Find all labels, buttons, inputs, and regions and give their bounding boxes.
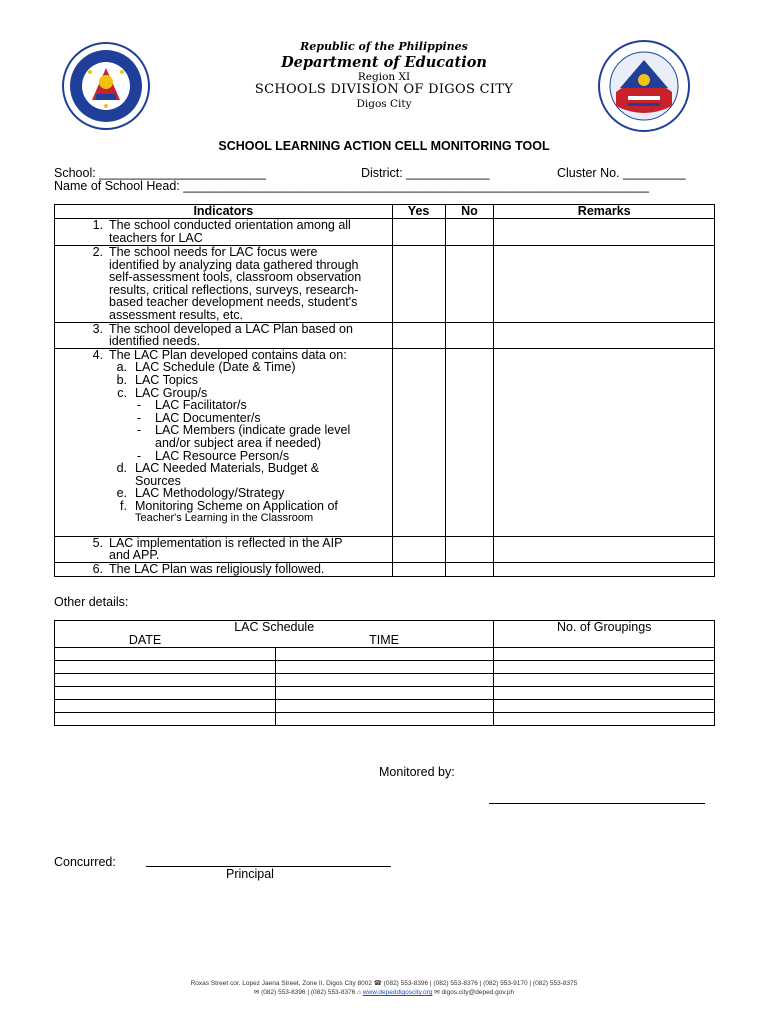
department-line: Department of Education: [281, 54, 487, 71]
sub-item-marker: -: [136, 423, 141, 438]
footer-phones: ✉ (082) 553-8396 | (082) 553-8376 ⌂: [253, 989, 363, 996]
sub-item-text: LAC Methodology/Strategy: [135, 486, 285, 501]
indicator-number: [59, 271, 109, 284]
indicator-number: 2.: [92, 245, 103, 259]
groupings-cell[interactable]: [494, 648, 715, 661]
remarks-cell[interactable]: [494, 536, 715, 562]
no-cell[interactable]: [445, 246, 494, 323]
time-cell[interactable]: [275, 713, 494, 726]
groupings-cell[interactable]: [494, 713, 715, 726]
indicator-number: [59, 549, 109, 562]
indicator-cell: [55, 246, 393, 323]
indicator-cell: [55, 322, 393, 348]
yes-cell[interactable]: [392, 322, 445, 348]
principal-label: Principal: [226, 867, 274, 881]
time-cell[interactable]: [275, 700, 494, 713]
sub-item-text: Teacher's Learning in the Classroom: [135, 512, 314, 525]
sub-item-marker: [59, 512, 135, 525]
indicator-cell: [55, 348, 393, 536]
date-header: DATE: [55, 634, 276, 648]
groupings-cell[interactable]: [494, 674, 715, 687]
date-cell[interactable]: [55, 687, 276, 700]
indicator-number: [59, 335, 109, 348]
indicator-text: based teacher development needs, student's: [109, 295, 358, 310]
sub-item-text: and/or subject area if needed): [155, 435, 322, 450]
remarks-cell[interactable]: [494, 246, 715, 323]
sub-item-marker: f.: [120, 498, 127, 513]
sub-item-text: LAC Needed Materials, Budget &: [135, 461, 320, 476]
indicator-text: self-assessment tools, classroom observation: [109, 270, 362, 285]
sub-item-text: LAC Schedule (Date & Time): [135, 360, 296, 375]
cluster-field[interactable]: Cluster No. _________: [557, 166, 686, 180]
indicator-text: identified needs.: [109, 334, 201, 349]
col-indicators: Indicators: [55, 205, 393, 219]
groupings-cell[interactable]: [494, 700, 715, 713]
sub-item-text: LAC Documenter/s: [155, 410, 261, 425]
indicator-text: identified by analyzing data gathered through: [109, 257, 359, 272]
date-cell[interactable]: [55, 661, 276, 674]
sub-item-marker: [59, 437, 155, 450]
time-cell[interactable]: [275, 648, 494, 661]
table-row: [55, 246, 715, 323]
indicator-text: teachers for LAC: [109, 230, 203, 245]
indicator-text: LAC implementation is reflected in the AIP: [109, 535, 343, 550]
indicator-cell: [55, 562, 393, 576]
sub-item-text: Monitoring Scheme on Application of: [135, 498, 338, 513]
indicators-table: [54, 204, 715, 577]
indicator-text: The LAC Plan developed contains data on:: [109, 347, 347, 362]
date-cell[interactable]: [55, 674, 276, 687]
date-cell[interactable]: [55, 648, 276, 661]
remarks-cell[interactable]: [494, 562, 715, 576]
indicator-number: [59, 259, 109, 272]
indicator-text: and APP.: [109, 548, 160, 563]
sub-item-text: LAC Topics: [135, 372, 198, 387]
footer-website-link[interactable]: www.depeddigoscity.org: [362, 989, 433, 996]
yes-cell[interactable]: [392, 536, 445, 562]
indicator-text: The school developed a LAC Plan based on: [109, 321, 353, 336]
monitored-by-label: Monitored by:: [379, 765, 455, 779]
no-cell[interactable]: [445, 562, 494, 576]
date-cell[interactable]: [55, 700, 276, 713]
sub-item-text: LAC Group/s: [135, 385, 208, 400]
col-yes: Yes: [392, 205, 445, 219]
remarks-cell[interactable]: [494, 322, 715, 348]
col-no: No: [445, 205, 494, 219]
school-field[interactable]: School: ________________________: [54, 166, 267, 180]
sub-item-marker: -: [136, 448, 141, 463]
school-head-field[interactable]: Name of School Head: ___________________________________________________________________: [54, 179, 650, 193]
col-remarks: Remarks: [494, 205, 715, 219]
indicator-text: The school needs for LAC focus were: [109, 245, 318, 259]
sub-item-marker: a.: [116, 360, 127, 375]
republic-line: Republic of the Philippines: [300, 40, 468, 53]
division-line: SCHOOLS DIVISION OF DIGOS CITY: [254, 82, 514, 97]
indicator-number: 4.: [92, 347, 103, 362]
indicator-text: The LAC Plan was religiously followed.: [109, 561, 325, 576]
indicator-number: [59, 284, 109, 297]
indicator-text: The school conducted orientation among all: [109, 218, 351, 232]
indicator-cell: [55, 536, 393, 562]
groupings-header: No. of Groupings: [494, 621, 715, 648]
indicator-text: assessment results, etc.: [109, 307, 244, 322]
schedule-table: [54, 620, 715, 726]
yes-cell[interactable]: [392, 246, 445, 323]
sub-item-text: LAC Facilitator/s: [155, 398, 247, 413]
yes-cell[interactable]: [392, 348, 445, 536]
no-cell[interactable]: [445, 348, 494, 536]
no-cell[interactable]: [445, 322, 494, 348]
table-row: [55, 562, 715, 576]
time-cell[interactable]: [275, 674, 494, 687]
sub-item-marker: e.: [116, 486, 127, 501]
region-line: Region XI: [357, 71, 411, 83]
table-row: [55, 322, 715, 348]
footer-contact: [0, 988, 768, 997]
time-cell[interactable]: [275, 661, 494, 674]
yes-cell[interactable]: [392, 562, 445, 576]
time-cell[interactable]: [275, 687, 494, 700]
footer-address: Roxas Street cor. Lopez Jaena Street, Zone II, Digos City 8002 ☎ (082) 553-8396 | (082) 553-8376 | (082) 553-9170 | (082) 553-8375: [190, 980, 578, 987]
indicator-number: 3.: [92, 321, 103, 336]
indicator-cell: [55, 219, 393, 246]
no-cell[interactable]: [445, 536, 494, 562]
date-cell[interactable]: [55, 713, 276, 726]
remarks-cell[interactable]: [494, 219, 715, 246]
sub-item-marker: b.: [116, 372, 127, 387]
sub-item-text: Sources: [135, 473, 181, 488]
table-row: [55, 219, 715, 246]
indicator-number: 6.: [92, 561, 103, 576]
table-row: [55, 536, 715, 562]
groupings-cell[interactable]: [494, 661, 715, 674]
remarks-cell[interactable]: [494, 348, 715, 536]
groupings-cell[interactable]: [494, 687, 715, 700]
monitor-signature-line[interactable]: [489, 803, 705, 804]
indicator-number: [59, 309, 109, 322]
lac-schedule-header: LAC Schedule: [55, 621, 494, 634]
no-cell[interactable]: [445, 219, 494, 246]
concurred-label: Concurred:: [54, 855, 116, 869]
city-line: Digos City: [356, 98, 412, 110]
sub-item-text: LAC Members (indicate grade level: [155, 423, 351, 438]
table-row: [55, 348, 715, 536]
footer-email: ✉ digos.city@deped.gov.ph: [432, 989, 515, 996]
indicator-text: results, critical reflections, surveys, research-: [109, 282, 359, 297]
district-field[interactable]: District: ____________: [361, 166, 490, 180]
sub-item-marker: d.: [116, 461, 127, 476]
indicator-number: [59, 232, 109, 245]
indicator-number: [59, 296, 109, 309]
yes-cell[interactable]: [392, 219, 445, 246]
sub-item-marker: c.: [117, 385, 127, 400]
other-details-label: Other details:: [54, 595, 129, 609]
sub-item-text: LAC Resource Person/s: [155, 448, 290, 463]
page-title: SCHOOL LEARNING ACTION CELL MONITORING TOOL: [218, 139, 550, 153]
indicator-number: 1.: [92, 218, 103, 232]
time-header: TIME: [275, 634, 494, 648]
indicator-number: 5.: [92, 535, 103, 550]
sub-item-marker: -: [136, 398, 141, 413]
sub-item-marker: -: [136, 410, 141, 425]
